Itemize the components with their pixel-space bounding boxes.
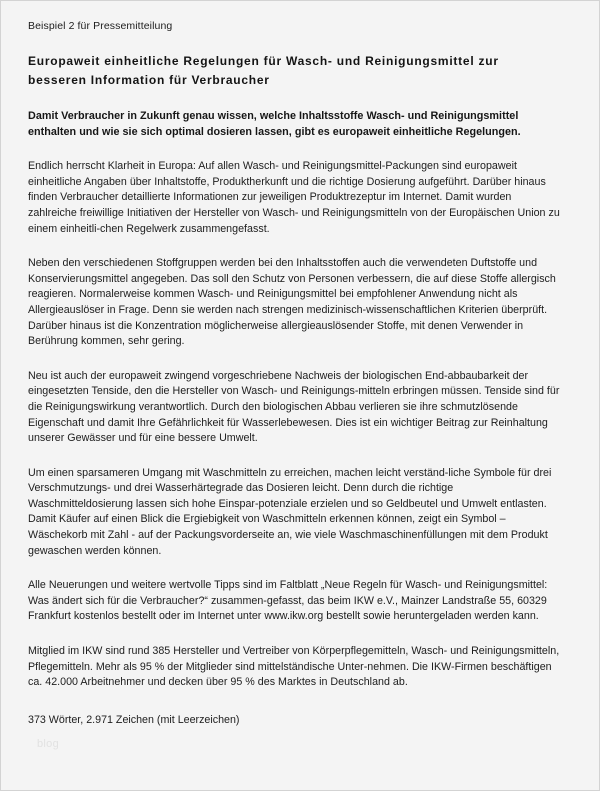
blog-watermark: blog	[37, 738, 59, 750]
document-label: Beispiel 2 für Pressemitteilung	[28, 20, 173, 32]
body-paragraph-4: Um einen sparsameren Umgang mit Waschmitteln zu erreichen, machen leicht verständ-liche Symbole für drei Verschmutzungs- und drei Wasserhärtegrade das Dosieren leicht. Denn durch die richtige Waschmitteldosierung lassen sich hohe Einspar-potenziale erzielen und so Geldbeutel und Umwelt entlasten. Damit Käufer auf einen Blick die Ergiebigkeit von Waschmitteln erkennen können, zeigt ein Symbol – Wäschekorb mit Zahl - auf der Packungsvorderseite an, wie viele Waschmaschinenfüllungen mit dem Produkt gewaschen werden können.	[28, 466, 552, 557]
page-title: Europaweit einheitliche Regelungen für Wasch- und Reinigungsmittel zur besseren Information für Verbraucher	[28, 54, 499, 87]
document-body	[28, 19, 577, 728]
body-paragraph-5: Alle Neuerungen und weitere wertvolle Tipps sind im Faltblatt „Neue Regeln für Wasch- und Reinigungsmittel: Was ändert sich für die Verbraucher?“ zusammen-gefasst, das beim IKW e.V., Mainzer Landstraße 55, 60329 Frankfurt kostenlos bestellt oder im Internet unter www.ikw.org bestellt sowie heruntergeladen werden kann.	[28, 579, 548, 623]
body-paragraph-2: Neben den verschiedenen Stoffgruppen werden bei den Inhaltsstoffen auch die verwendeten Duftstoffe und Konservierungsmittel angegeben. Das soll den Schutz von Personen verbessern, die auf diese Stoffe allergisch reagieren. Normalerweise kommen Wasch- und Reinigungsmittel bei empfohlener Anwendung nicht als Allergieauslöser in Frage. Denn sie werden nach strengen medizinisch-wissenschaftlichen Kriterien überprüft. Darüber hinaus ist die Konzentration möglicherweise allergieauslösender Stoffe, mit denen Verwender in Berührung kommen, sehr gering.	[28, 257, 556, 348]
body-paragraph-6: Mitglied im IKW sind rund 385 Hersteller und Vertreiber von Körperpflegemitteln, Wasch- und Reinigungsmitteln, Pflegemitteln. Mehr als 95 % der Mitglieder sind mittelständische Unter-nehmen. Die IKW-Firmen beschäftigen ca. 42.000 Arbeitnehmer und decken über 95 % des Marktes in Deutschland ab.	[28, 645, 560, 689]
word-count-footer: 373 Wörter, 2.971 Zeichen (mit Leerzeichen)	[28, 713, 240, 726]
body-paragraph-3: Neu ist auch der europaweit zwingend vorgeschriebene Nachweis der biologischen End-abbaubarkeit der eingesetzten Tenside, den die Hersteller von Wasch- und Reinigungs-mitteln erbringen müssen. Tenside sind für die Reinigungswirkung verantwortlich. Durch den biologischen Abbau verlieren sie ihre schmutzlösende Eigenschaft und damit Ihre Gefährlichkeit für Wasserlebewesen. Dies ist ein wichtiger Beitrag zur Reinhaltung unserer Gewässer und für eine bessere Umwelt.	[28, 369, 560, 445]
body-paragraph-1: Endlich herrscht Klarheit in Europa: Auf allen Wasch- und Reinigungsmittel-Packungen sind europaweit einheitliche Angaben über Inhaltstoffe, Produktherkunft und die richtige Dosierung aufgeführt. Darüber hinaus finden Verbraucher detaillierte Informationen zur jeweiligen Produktrezeptur im Internet. Damit wurden zahlreiche freiwillige Initiativen der Hersteller von Wasch- und Reinigungsmitteln von der Europäischen Union zu einem einheitli-chen Regelwerk zusammengefasst.	[28, 160, 560, 235]
lead-paragraph: Damit Verbraucher in Zukunft genau wissen, welche Inhaltsstoffe Wasch- und Reinigungsmittel enthalten und wie sie sich optimal dosieren lassen, gibt es europaweit einheitliche Regelungen.	[28, 110, 521, 138]
